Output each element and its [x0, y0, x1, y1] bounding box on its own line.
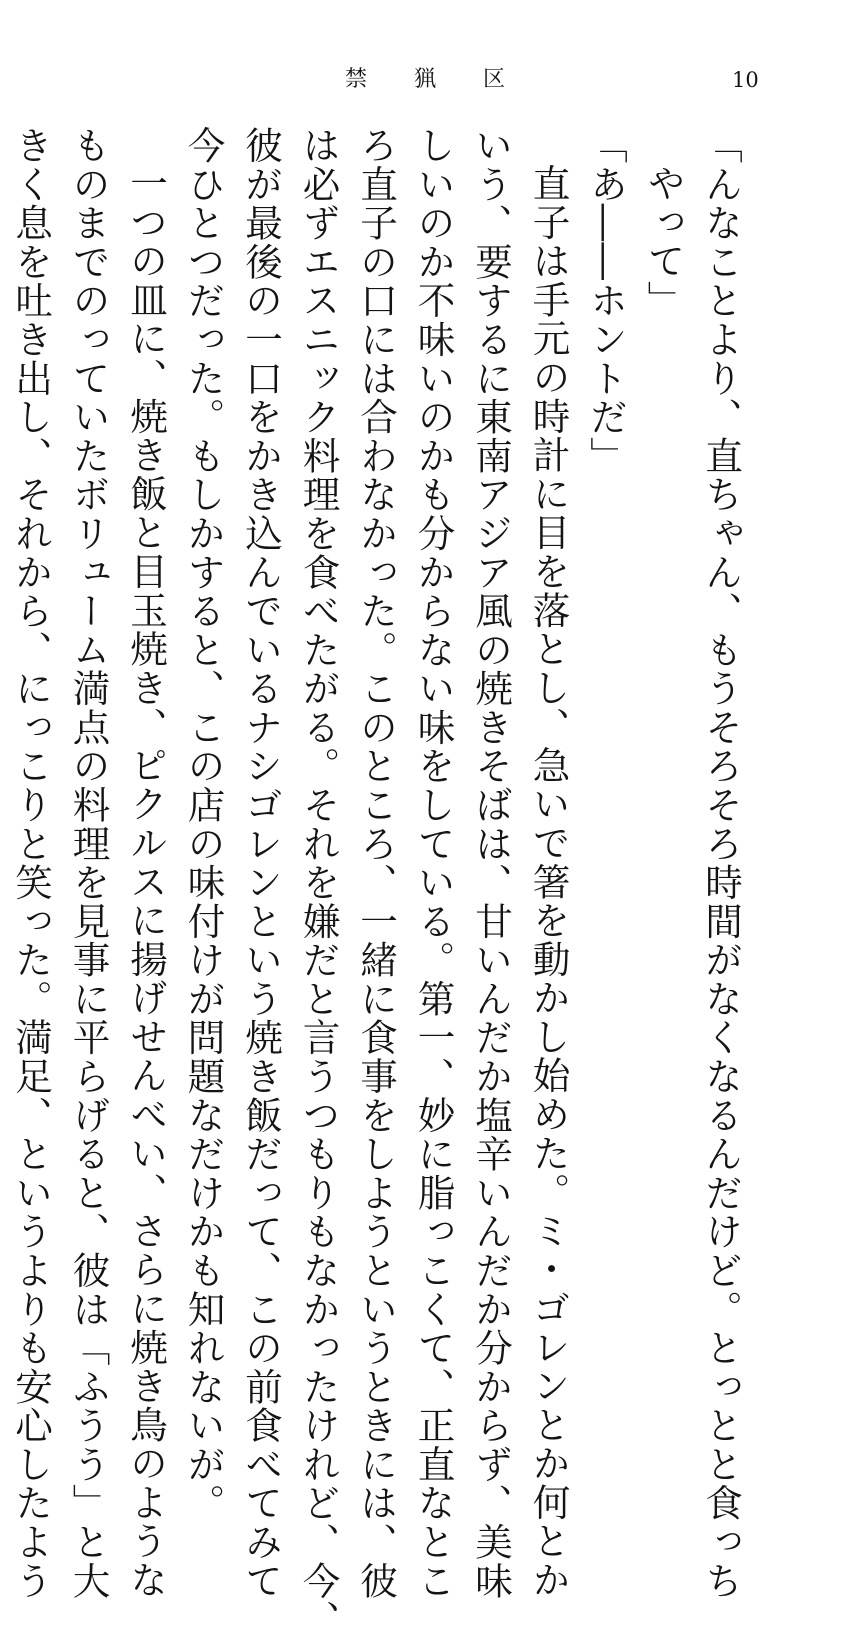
- text-line: は必ずエスニック料理を食べたがる。それを嫌だと言うつもりもなかったけれど、今、: [296, 126, 341, 1639]
- header-title-char: 猟: [413, 67, 436, 92]
- text-line: 一つの皿に、焼き飯と目玉焼き、ピクルスに揚げせんべい、さらに焼き鳥のような: [124, 163, 168, 1599]
- text-line: 「あ――ホントだ」: [584, 126, 628, 476]
- page-number: 10: [732, 68, 759, 92]
- header-title-char: 禁: [345, 67, 368, 92]
- text-line: ものまでのっていたボリューム満点の料理を見事に平らげると、彼は「ふうう」と大: [66, 126, 111, 1601]
- text-line: しいのか不味いのかも分からない味をしている。第一、妙に脂っこくて、正直なとこ: [411, 126, 456, 1601]
- text-line: ろ直子の口には合わなかった。このところ、一緒に食事をしようというときには、彼: [354, 126, 398, 1601]
- text-line: 直子は手元の時計に目を落とし、急いで箸を動かし始めた。ミ・ゴレンとか何とか: [526, 163, 571, 1599]
- text-line: 「んなことより、直ちゃん、もうそろそろ時間がなくなるんだけど。とっとと食っち: [699, 126, 743, 1601]
- body-text: [0, 126, 749, 1639]
- running-header-title: [345, 66, 505, 94]
- text-line: [0, 126, 2, 1136]
- text-line: 彼が最後の一口をかき込んでいるナシゴレンという焼き飯だって、この前食べてみて: [239, 126, 283, 1601]
- text-line: 今ひとつだった。もしかすると、この店の味付けが問題なだけかも知れないが。: [181, 126, 226, 1523]
- text-line: いう、要するに東南アジア風の焼きそばは、甘いんだか塩辛いんだか分からず、美味: [469, 126, 513, 1601]
- text-line: きく息を吐き出し、それから、にっこりと笑った。満足、というよりも安心したよう: [9, 126, 53, 1601]
- header-title-char: 区: [482, 67, 505, 92]
- text-line: やって」: [641, 163, 686, 319]
